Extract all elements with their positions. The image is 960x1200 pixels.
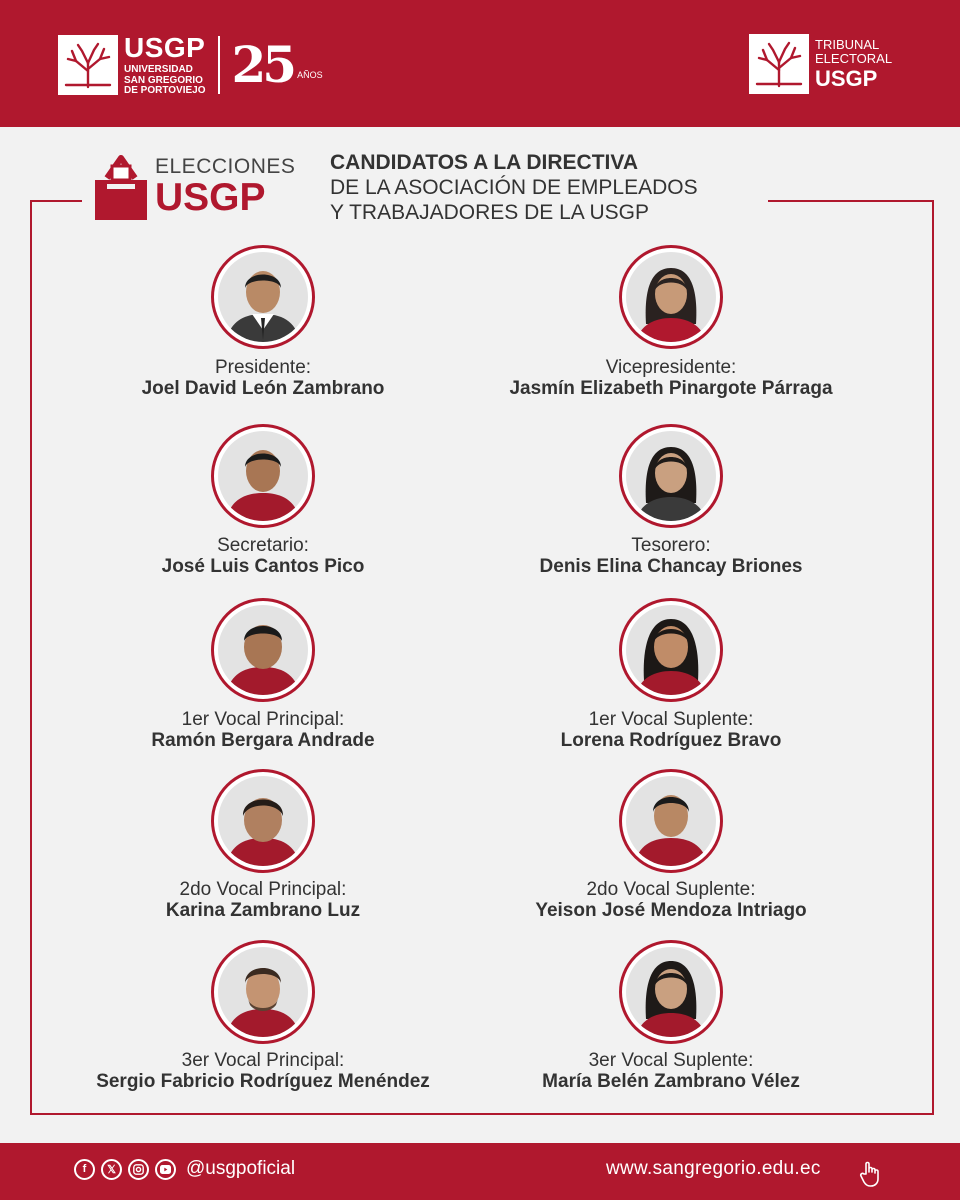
university-name-line: UNIVERSIDAD xyxy=(124,64,193,75)
hand-pointer-icon xyxy=(858,1160,884,1188)
candidate-photo xyxy=(211,769,315,873)
title-line: DE LA ASOCIACIÓN DE EMPLEADOS xyxy=(330,176,698,199)
candidate-name: Joel David León Zambrano xyxy=(141,378,385,399)
candidate-role: 3er Vocal Suplente: xyxy=(588,1050,754,1071)
candidate-role: 3er Vocal Principal: xyxy=(181,1050,345,1071)
candidate-name: Karina Zambrano Luz xyxy=(165,900,361,921)
page-title xyxy=(330,150,698,225)
candidate-name: Ramón Bergara Andrade xyxy=(151,730,375,751)
candidate-photo xyxy=(211,940,315,1044)
tree-logo-icon xyxy=(749,34,809,94)
facebook-icon[interactable]: f xyxy=(74,1159,95,1180)
candidate-name: Lorena Rodríguez Bravo xyxy=(560,730,782,751)
ballot-box-icon xyxy=(93,150,149,222)
elections-word: ELECCIONES xyxy=(155,154,296,178)
candidate-role: Vicepresidente: xyxy=(605,357,737,378)
candidate-name: José Luis Cantos Pico xyxy=(161,556,365,577)
title-line: CANDIDATOS A LA DIRECTIVA xyxy=(330,151,638,174)
candidate-photo xyxy=(211,598,315,702)
tribunal-name: USGP xyxy=(815,65,878,91)
anniversary-label: AÑOS xyxy=(297,70,323,81)
candidate-photo xyxy=(619,245,723,349)
candidate-role: Secretario: xyxy=(217,535,309,556)
candidate-name: Yeison José Mendoza Intriago xyxy=(535,900,807,921)
candidates-frame xyxy=(30,200,934,1115)
university-name-line: DE PORTOVIEJO xyxy=(124,85,206,96)
candidate-role: Presidente: xyxy=(214,357,312,378)
anniversary-badge xyxy=(232,36,323,94)
candidate-role: 1er Vocal Principal: xyxy=(181,709,345,730)
elections-logo xyxy=(93,150,295,222)
website-link[interactable]: www.sangregorio.edu.ec xyxy=(606,1158,821,1179)
candidate-photo xyxy=(211,245,315,349)
candidate-photo xyxy=(619,769,723,873)
candidate-name: María Belén Zambrano Vélez xyxy=(542,1071,800,1092)
tribunal-line: TRIBUNAL xyxy=(815,37,880,53)
candidate-photo xyxy=(211,424,315,528)
tree-logo-icon xyxy=(58,35,118,95)
social-handle[interactable]: @usgpoficial xyxy=(186,1158,296,1179)
tribunal-electoral-logo[interactable] xyxy=(749,34,892,94)
candidate-role: Tesorero: xyxy=(631,535,711,556)
youtube-icon[interactable] xyxy=(155,1159,176,1180)
university-name-line: SAN GREGORIO xyxy=(124,74,203,86)
candidate-role: 2do Vocal Principal: xyxy=(179,879,347,900)
university-short-name: USGP xyxy=(124,32,206,63)
candidate-name: Sergio Fabricio Rodríguez Menéndez xyxy=(96,1071,430,1092)
logo-divider xyxy=(218,36,220,94)
anniversary-number: 25 xyxy=(231,35,294,95)
candidate-photo xyxy=(619,424,723,528)
candidate-name: Denis Elina Chancay Briones xyxy=(539,556,803,577)
candidate-photo xyxy=(619,598,723,702)
candidate-name: Jasmín Elizabeth Pinargote Párraga xyxy=(509,378,833,399)
candidate-role: 1er Vocal Suplente: xyxy=(588,709,754,730)
usgp-logo[interactable] xyxy=(58,34,323,97)
social-links xyxy=(74,1158,295,1180)
candidate-photo xyxy=(619,940,723,1044)
elections-name: USGP xyxy=(155,175,266,219)
tribunal-line: ELECTORAL xyxy=(815,50,893,66)
title-line: Y TRABAJADORES DE LA USGP xyxy=(330,201,649,224)
candidate-role: 2do Vocal Suplente: xyxy=(586,879,756,900)
x-twitter-icon[interactable]: 𝕏 xyxy=(101,1159,122,1180)
instagram-icon[interactable] xyxy=(128,1159,149,1180)
